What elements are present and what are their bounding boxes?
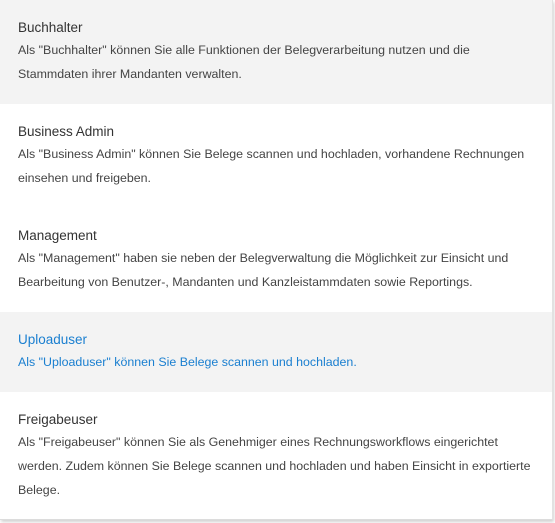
role-title: Business Admin xyxy=(18,124,115,139)
role-option-freigabeuser[interactable] xyxy=(0,392,552,520)
role-option-buchhalter[interactable] xyxy=(0,0,552,104)
role-description: Als "Uploaduser" können Sie Belege scannen und hochladen. xyxy=(18,355,357,369)
role-title: Buchhalter xyxy=(18,20,83,35)
role-description: Als "Buchhalter" können Sie alle Funktionen der Belegverarbeitung nutzen und die Stammdaten ihrer Mandanten verwalten. xyxy=(18,43,470,81)
role-title: Freigabeuser xyxy=(18,412,98,427)
role-option-management[interactable] xyxy=(0,208,552,312)
role-title: Uploaduser xyxy=(18,332,88,347)
role-option-business-admin[interactable] xyxy=(0,104,552,208)
role-title: Management xyxy=(18,228,97,243)
role-description: Als "Freigabeuser" können Sie als Genehmiger eines Rechnungsworkflows eingerichtet werden. Zudem können Sie Belege scannen und hochladen und haben Einsicht in exportierte Belege. xyxy=(18,435,531,497)
role-description: Als "Management" haben sie neben der Belegverwaltung die Möglichkeit zur Einsicht und Bearbeitung von Benutzer-, Mandanten und Kanzleistammdaten sowie Reportings. xyxy=(18,251,509,289)
role-description: Als "Business Admin" können Sie Belege scannen und hochladen, vorhandene Rechnungen einsehen und freigeben. xyxy=(18,147,525,185)
role-option-uploaduser[interactable] xyxy=(0,312,552,392)
